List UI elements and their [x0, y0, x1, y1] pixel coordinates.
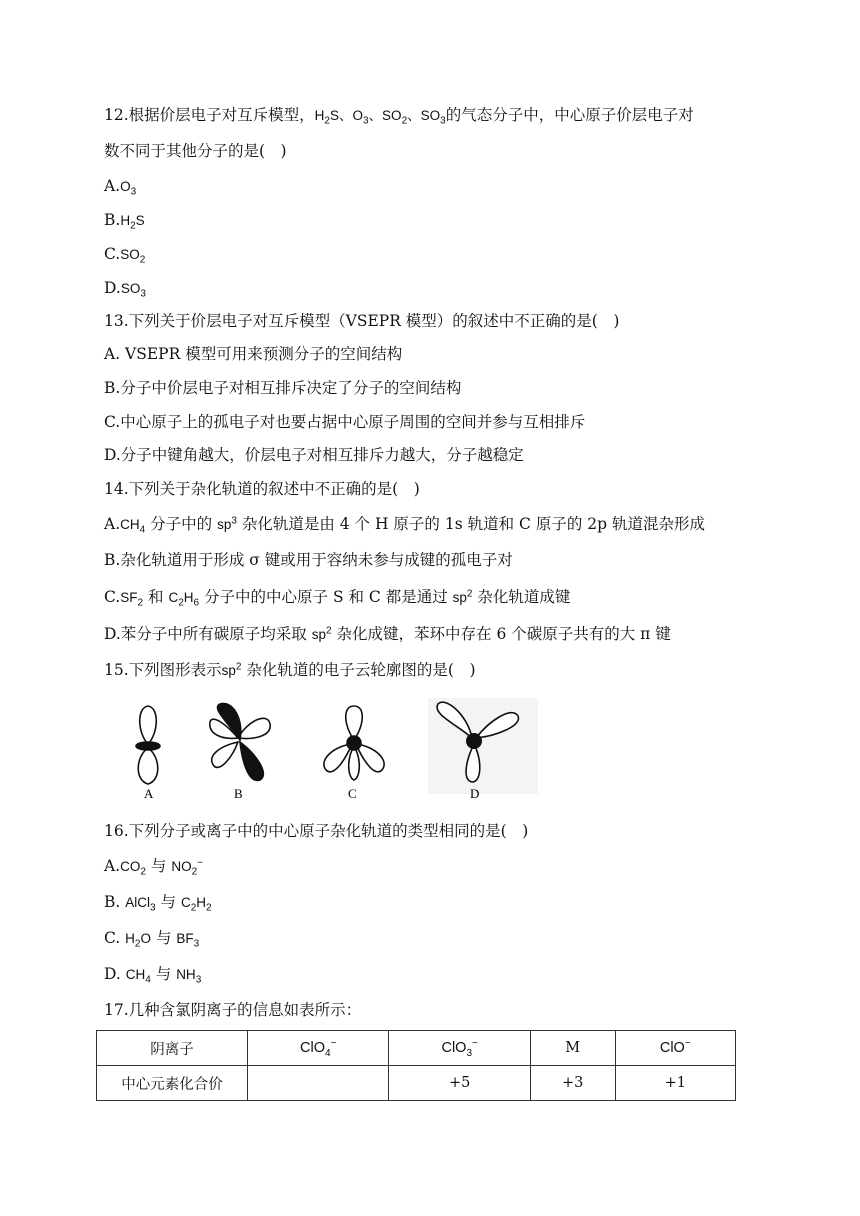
q13-option-d[interactable]: D.分子中键角越大，价层电子对相互排斥力越大，分子越稳定 [104, 446, 524, 464]
figure-label-d: D [470, 786, 480, 801]
q12-option-c[interactable]: $C.SO_2$ [104, 245, 146, 266]
q16-stem: 16.下列分子或离子中的中心原子杂化轨道的类型相同的是( ) [104, 822, 529, 840]
q16-option-c[interactable]: C. $H_2O$ 与 $BF_3$ [104, 929, 200, 950]
q12-stem-line2: 数不同于其他分子的是( ) [104, 142, 287, 160]
q14-option-d[interactable]: D.苯分子中所有碳原子均采取 $sp^2$ 杂化成键，苯环中存在 6 个碳原子共有的大 π 键 [104, 625, 671, 643]
q12-stem-line1 [104, 104, 694, 127]
figure-option-d[interactable] [428, 698, 538, 794]
table-cell: +3 [530, 1066, 615, 1101]
table-row [97, 1066, 736, 1101]
q17-stem: 17.几种含氯阴离子的信息如表所示： [104, 1001, 362, 1019]
figure-option-b[interactable] [210, 703, 270, 780]
q12-option-d[interactable]: $D.SO_3$ [104, 279, 146, 300]
q16-option-b[interactable]: B. AlCl$_3$ 与 $C_2H_2$ [104, 893, 212, 914]
table-header-row [97, 1031, 736, 1066]
figure-option-a[interactable] [136, 706, 160, 784]
table-cell [248, 1066, 389, 1101]
q13-option-a[interactable]: A. VSEPR 模型可用来预测分子的空间结构 [104, 345, 403, 363]
q12-option-a[interactable]: $A.O_3$ [104, 177, 137, 198]
q14-option-a[interactable]: $A.CH_4$ 分子中的 $sp^3$ 杂化轨道是由 4 个 H 原子的 1s 轨道和 C 原子的 2p 轨道混杂形成 [104, 515, 705, 536]
table-cell: +5 [389, 1066, 530, 1101]
q13-option-b[interactable]: B.分子中价层电子对相互排斥决定了分子的空间结构 [104, 379, 462, 397]
table-cell: 中心元素化合价 [97, 1066, 248, 1101]
q14-option-b[interactable]: B.杂化轨道用于形成 σ 键或用于容纳未参与成键的孤电子对 [104, 551, 513, 569]
q12-stem-a: 12.根据价层电子对互斥模型， [104, 106, 315, 124]
table-cell: ClO$_4$− [248, 1031, 389, 1066]
q12-stem-mid: 的气态分子中，中心原子价层电子对 [445, 106, 694, 124]
orbital-figure [120, 694, 540, 806]
table-cell: M [530, 1031, 615, 1066]
table-cell: ClO− [615, 1031, 735, 1066]
figure-option-c[interactable] [324, 706, 384, 780]
q13-stem: 13.下列关于价层电子对互斥模型（VSEPR 模型）的叙述中不正确的是( ) [104, 312, 620, 330]
table-cell: ClO$_3$− [389, 1031, 530, 1066]
q16-option-d[interactable]: D. $CH_4$ 与 $NH_3$ [104, 965, 202, 986]
chlorine-anion-table [96, 1030, 736, 1101]
q12-formulas: $H_2S$、$O_3$、$SO_2$、$SO_3$ [314, 108, 446, 127]
q16-option-a[interactable]: $A.CO_2$ 与 $NO_2^-$ [104, 857, 203, 878]
figure-label-a: A [144, 786, 154, 801]
q14-stem: 14.下列关于杂化轨道的叙述中不正确的是( ) [104, 480, 420, 498]
q14-option-c[interactable]: $C.SF_2$ 和 $C_2H_6$ 分子中的中心原子 S 和 C 都是通过 $sp^2$ 杂化轨道成键 [104, 588, 571, 609]
table-cell: 阴离子 [97, 1031, 248, 1066]
table-cell: +1 [615, 1066, 735, 1101]
figure-label-b: B [234, 786, 243, 801]
q13-option-c[interactable]: C.中心原子上的孤电子对也要占据中心原子周围的空间并参与互相排斥 [104, 413, 586, 431]
q15-stem: 15.下列图形表示$sp^2$ 杂化轨道的电子云轮廓图的是( ) [104, 661, 476, 679]
figure-label-c: C [348, 786, 357, 801]
q12-option-b[interactable]: $B.H_2S$ [104, 211, 145, 232]
